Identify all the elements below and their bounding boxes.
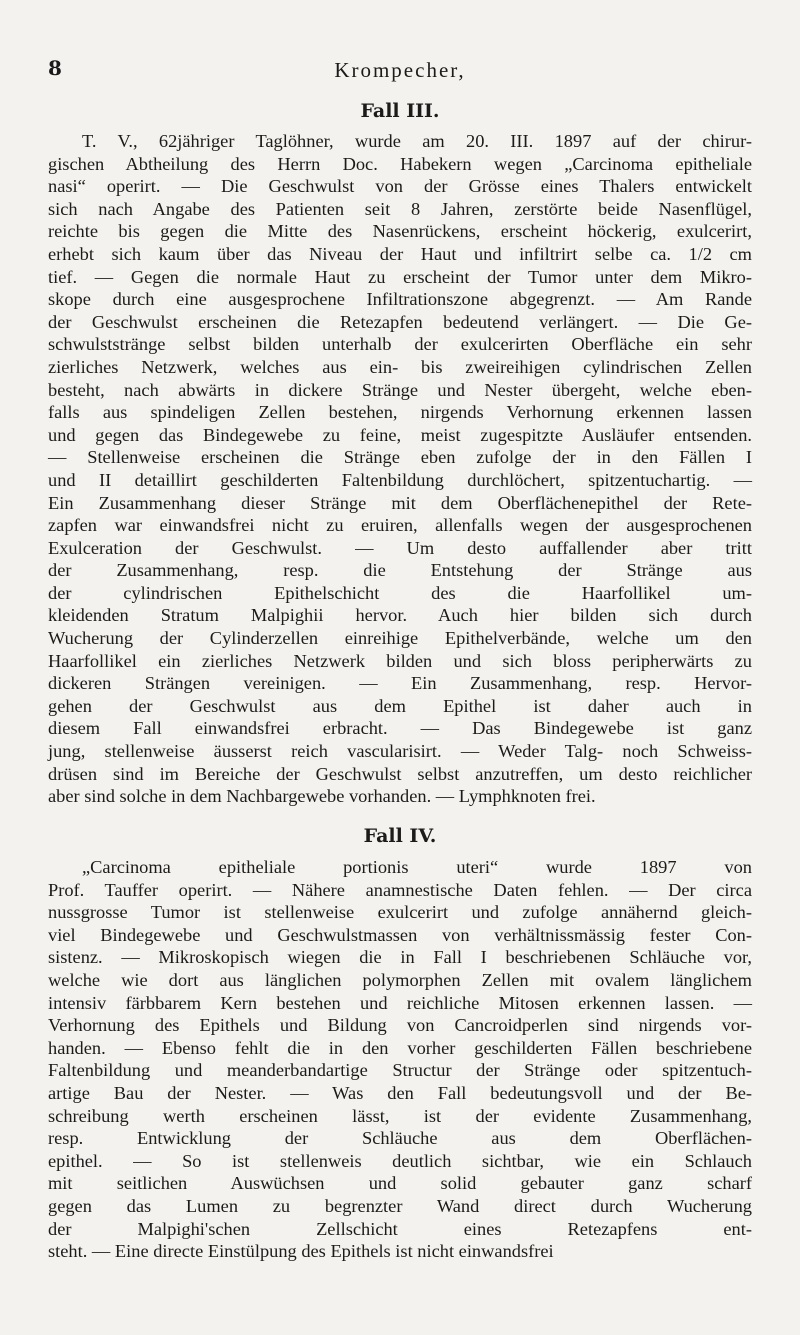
text-line: — Stellenweise erscheinen die Stränge eben zufolge der in den Fällen I — [48, 447, 752, 468]
text-line: gehen der Geschwulst aus dem Epithel ist daher auch in — [48, 695, 752, 716]
text-line: Wucherung der Cylinderzellen einreihige Epithelverbände, welche um den — [48, 628, 752, 649]
text-line: besteht, nach abwärts in dickere Stränge und Nester übergeht, welche eben- — [48, 379, 752, 400]
text-line: erhebt sich kaum über das Niveau der Haut und infiltrirt selbe ca. 1/2 cm — [48, 243, 752, 264]
text-line: der Geschwulst erscheinen die Retezapfen bedeutend verlängert. — Die Ge- — [48, 311, 752, 332]
text-line: der cylindrischen Epithelschicht des die Haarfollikel um- — [48, 582, 752, 603]
text-line: jung, stellenweise äusserst reich vascularisirt. — Weder Talg- noch Schweiss- — [48, 741, 752, 762]
text-line: zapfen war einwandsfrei nicht zu eruiren, allenfalls wegen der ausgesprochenen — [48, 515, 752, 536]
text-line: Ein Zusammenhang dieser Stränge mit dem Oberflächenepithel der Rete- — [48, 492, 752, 513]
text-line: diesem Fall einwandsfrei erbracht. — Das Bindegewebe ist ganz — [48, 718, 752, 739]
text-line: Faltenbildung und meanderbandartige Structur der Stränge oder spitzentuch- — [48, 1060, 752, 1081]
text-line: kleidenden Stratum Malpighii hervor. Auch hier bilden sich durch — [48, 605, 752, 626]
text-line: zierliches Netzwerk, welches aus ein- bis zweireihigen cylindrischen Zellen — [48, 356, 752, 377]
text-line: der Zusammenhang, resp. die Entstehung der Stränge aus — [48, 560, 752, 581]
text-line: nussgrosse Tumor ist stellenweise exulcerirt und zufolge annähernd gleich- — [48, 902, 752, 923]
text-line: „Carcinoma epitheliale portionis uteri“ wurde 1897 von — [82, 857, 752, 877]
text-line: T. V., 62jähriger Taglöhner, wurde am 20. III. 1897 auf der chirur- — [82, 131, 752, 151]
text-line: falls aus spindeligen Zellen bestehen, nirgends Verhornung erkennen lassen — [48, 402, 752, 423]
text-line: Verhornung des Epithels und Bildung von Cancroidperlen sind nirgends vor- — [48, 1015, 752, 1036]
text-line: Haarfollikel ein zierliches Netzwerk bilden und sich bloss peripherwärts zu — [48, 650, 752, 671]
page-number: 8 — [48, 56, 62, 80]
text-line: steht. — Eine directe Einstülpung des Epithels ist nicht einwandsfrei — [48, 1241, 554, 1262]
text-line: nasi“ operirt. — Die Geschwulst von der Grösse eines Thalers entwickelt — [48, 176, 752, 197]
running-head: Krompecher, — [334, 58, 466, 82]
paragraph-fall-iii — [48, 130, 752, 808]
text-line: und II detaillirt geschilderten Faltenbildung durchlöchert, spitzentuchartig. — — [48, 469, 752, 490]
text-line: der Malpighi'schen Zellschicht eines Retezapfens ent- — [48, 1218, 752, 1239]
text-line: sistenz. — Mikroskopisch wiegen die in Fall I beschriebenen Schläuche vor, — [48, 947, 752, 968]
text-line: sich nach Angabe des Patienten seit 8 Jahren, zerstörte beide Nasenflügel, — [48, 198, 752, 219]
section-heading-fall-iv: Fall IV. — [363, 825, 437, 847]
text-line: artige Bau der Nester. — Was den Fall bedeutungsvoll und der Be- — [48, 1082, 752, 1103]
text-line: schreibung werth erscheinen lässt, ist der evidente Zusammenhang, — [48, 1105, 752, 1126]
text-line: tief. — Gegen die normale Haut zu erscheint der Tumor unter dem Mikro- — [48, 266, 752, 287]
text-line: mit seitlichen Auswüchsen und solid gebauter ganz scharf — [48, 1173, 752, 1194]
text-line: epithel. — So ist stellenweis deutlich sichtbar, wie ein Schlauch — [48, 1150, 752, 1171]
text-line: viel Bindegewebe und Geschwulstmassen von verhältnissmässig fester Con- — [48, 924, 752, 945]
text-line: welche wie dort aus länglichen polymorphen Zellen mit ovalem länglichem — [48, 969, 752, 990]
text-line: handen. — Ebenso fehlt die in den vorher geschilderten Fällen beschriebene — [48, 1037, 752, 1058]
text-line: Exulceration der Geschwulst. — Um desto auffallender aber tritt — [48, 537, 752, 558]
page-header — [48, 56, 752, 86]
text-line: intensiv färbbarem Kern bestehen und reichliche Mitosen erkennen lassen. — — [48, 992, 752, 1013]
text-line: Prof. Tauffer operirt. — Nähere anamnestische Daten fehlen. — Der circa — [48, 879, 752, 900]
text-line: gischen Abtheilung des Herrn Doc. Habekern wegen „Carcinoma epitheliale — [48, 153, 752, 174]
section-heading-fall-iii: Fall III. — [360, 100, 440, 122]
text-line: resp. Entwicklung der Schläuche aus dem Oberflächen- — [48, 1128, 752, 1149]
text-line: schwulststränge selbst bilden unterhalb der exulcerirten Oberfläche ein sehr — [48, 334, 752, 355]
text-line: aber sind solche in dem Nachbargewebe vorhanden. — Lymphknoten frei. — [48, 786, 596, 807]
text-line: und gegen das Bindegewebe zu feine, meist zugespitzte Ausläufer entsenden. — [48, 424, 752, 445]
text-line: reichte bis gegen die Mitte des Nasenrückens, erscheint höckerig, exulcerirt, — [48, 221, 752, 242]
text-line: gegen das Lumen zu begrenzter Wand direct durch Wucherung — [48, 1195, 752, 1216]
text-line: skope durch eine ausgesprochene Infiltrationszone abgegrenzt. — Am Rande — [48, 289, 752, 310]
text-line: drüsen sind im Bereiche der Geschwulst selbst anzutreffen, um desto reichlicher — [48, 763, 752, 784]
paragraph-fall-iv — [48, 856, 752, 1263]
text-line: dickeren Strängen vereinigen. — Ein Zusammenhang, resp. Hervor- — [48, 673, 752, 694]
